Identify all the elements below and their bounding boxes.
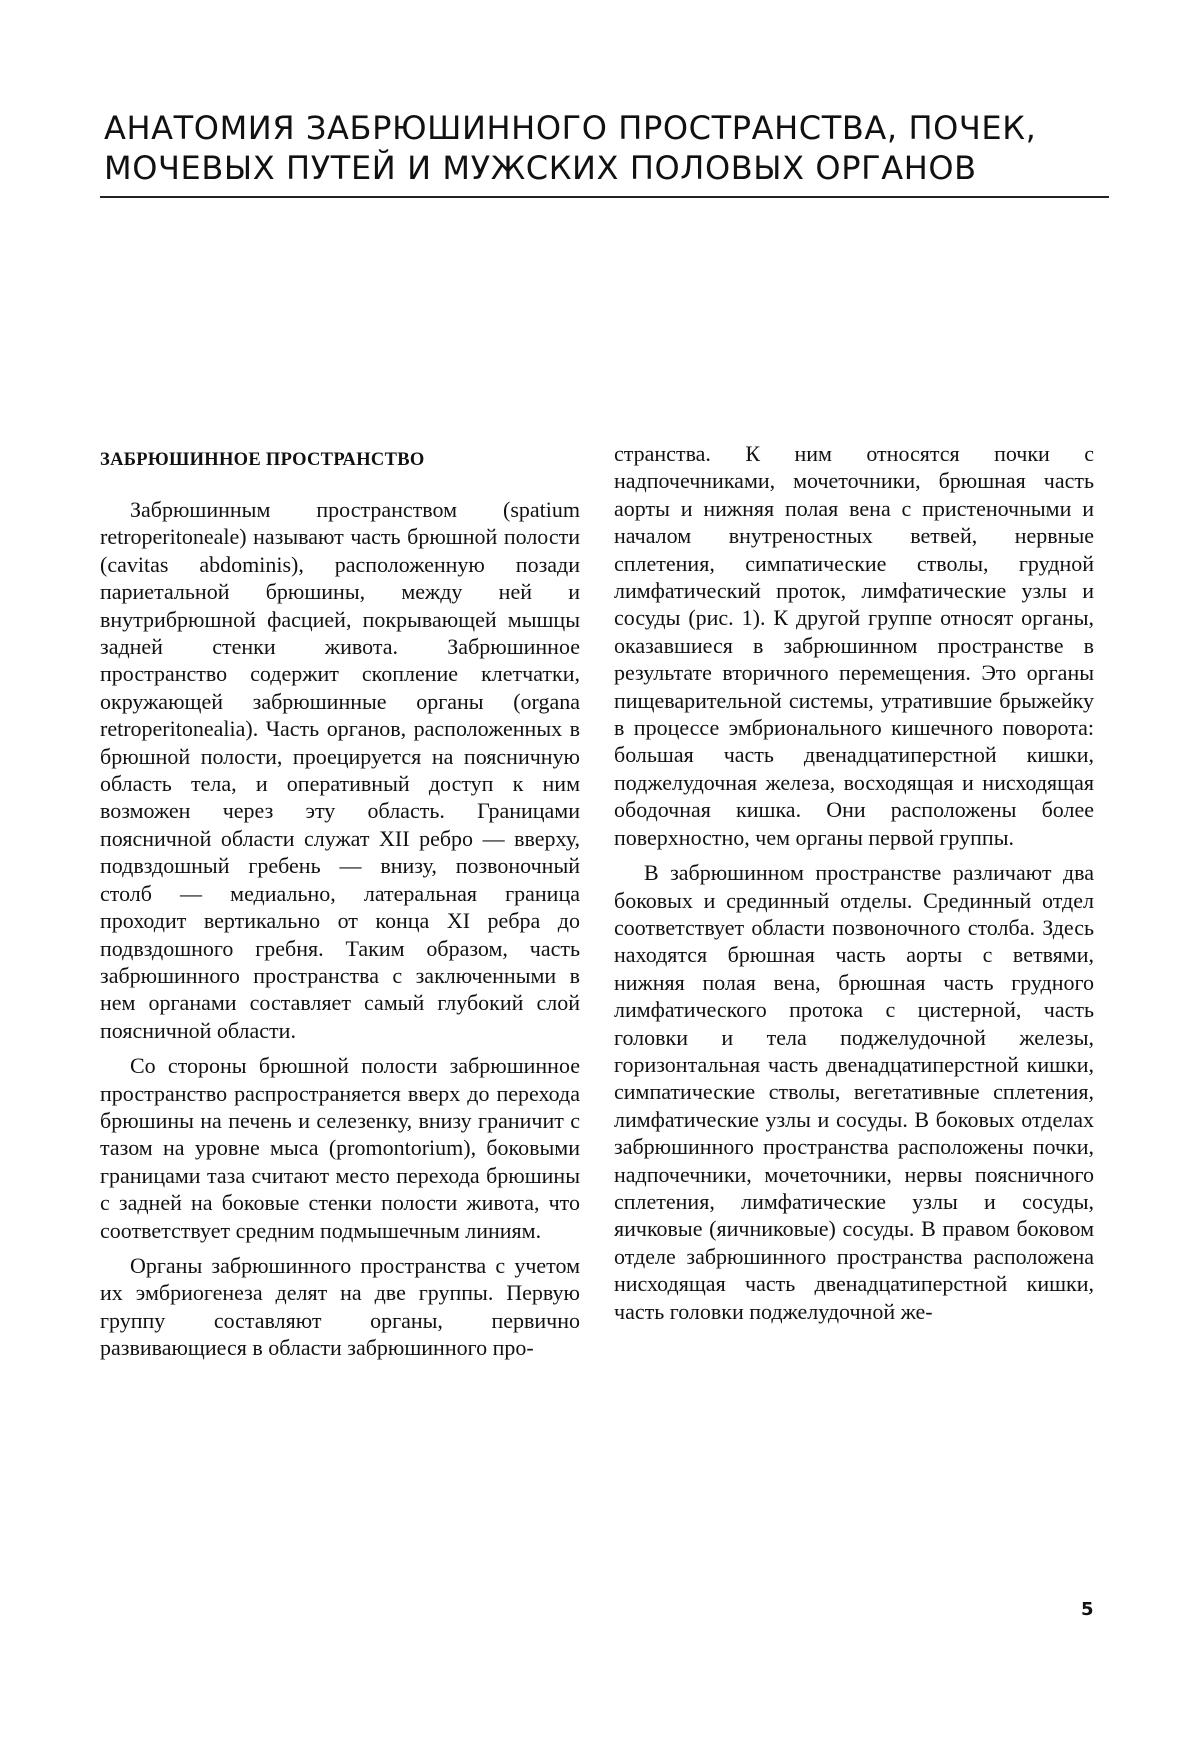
paragraph: Забрюшинным пространством (spatium retroperitoneale) называют часть брюшной полости (cavitas abdominis), расположенную позади париетальной брюшины, между ней и внутрибрюшной фасцией, покрывающей мышцы задней стенки живота. Забрюшинное пространство содержит скопление клетчатки, окружающей забрюшинные органы (organa retroperitonealia). Часть органов, расположенных в брюшной полости, проецируется на поясничную область тела, и оперативный доступ к ним возможен через эту область. Границами поясничной области служат XII ребро — вверху, подвздошный гребень — внизу, позвоночный столб — медиально, латеральная граница проходит вертикально от конца XI ребра до подвздошного гребня. Таким образом, часть забрюшинного пространства с заключенными в нем органами составляет самый глубокий слой поясничной области. — [100, 497, 580, 1043]
paragraph: Органы забрюшинного пространства с учетом их эмбриогенеза делят на две группы. Первую группу составляют органы, первично развивающиеся в области забрюшинного про- — [100, 1252, 580, 1361]
left-column — [100, 440, 580, 1370]
paragraph: Со стороны брюшной полости забрюшинное пространство распространяется вверх до перехода брюшины на печень и селезенку, внизу граничит с тазом на уровне мыса (promontorium), боковыми границами таза считают место перехода брюшины с задней на боковые стенки полости живота, что соответствует средним подмышечным линиям. — [100, 1053, 580, 1243]
chapter-title-line-2: МОЧЕВЫХ ПУТЕЙ И МУЖСКИХ ПОЛОВЫХ ОРГАНОВ — [104, 149, 977, 187]
page-number: 5 — [1081, 1599, 1094, 1620]
section-heading: ЗАБРЮШИННОЕ ПРОСТРАНСТВО — [100, 450, 425, 470]
paragraph-continued: странства. К ним относятся почки с надпочечниками, мочеточники, брюшная часть аорты и нижняя полая вена с пристеночными и началом внутреностных ветвей, нервные сплетения, симпатические стволы, грудной лимфатический проток, лимфатические узлы и сосуды (рис. 1). К другой группе относят органы, оказавшиеся в забрюшинном пространстве в результате вторичного перемещения. Это органы пищеварительной системы, утратившие брыжейку в процессе эмбрионального кишечного поворота: большая часть двенадцатиперстной кишки, поджелудочная железа, восходящая и нисходящая ободочная кишка. Они расположены более поверхностно, чем органы первой группы. — [614, 441, 1094, 850]
right-column — [614, 440, 1094, 1333]
chapter-title-line-1: АНАТОМИЯ ЗАБРЮШИННОГО ПРОСТРАНСТВА, ПОЧЕК, — [104, 109, 1037, 147]
title-divider — [100, 196, 1109, 198]
paragraph: В забрюшинном пространстве различают два боковых и срединный отделы. Срединный отдел соответствует области позвоночного столба. Здесь находятся брюшная часть аорты с ветвями, нижняя полая вена, брюшная часть грудного лимфатического протока с цистерной, часть головки и тела поджелудочной железы, горизонтальная часть двенадцатиперстной кишки, симпатические стволы, вегетативные сплетения, лимфатические узлы и сосуды. В боковых отделах забрюшинного пространства расположены почки, надпочечники, мочеточники, нервы поясничного сплетения, лимфатические узлы и сосуды, яичковые (яичниковые) сосуды. В правом боковом отделе забрюшинного пространства расположена нисходящая часть двенадцатиперстной кишки, часть головки поджелудочной же- — [614, 860, 1094, 1324]
chapter-title — [104, 108, 1104, 188]
